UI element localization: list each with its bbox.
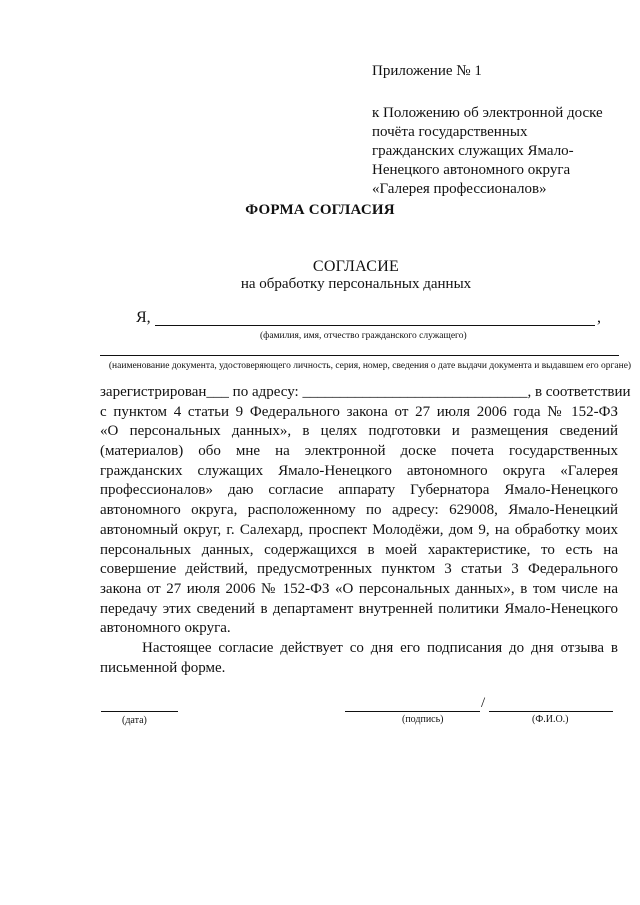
- fio-hint: (фамилия, имя, отчество гражданского служащего): [260, 331, 467, 341]
- fio-signature-caption: (Ф.И.О.): [532, 714, 569, 725]
- body-line: передачу этих сведений в департамент внутренней политики Ямало-Ненецкого: [100, 600, 618, 617]
- ya-label: Я,: [136, 309, 151, 326]
- closing-line: письменной форме.: [100, 659, 226, 676]
- body-line: с пунктом 4 статьи 9 Федерального закона от 27 июля 2006 года № 152-ФЗ: [100, 403, 618, 420]
- body-line: совершение действий, предусмотренных пунктом 3 статьи 3 Федерального: [100, 561, 618, 578]
- appendix-title: Приложение № 1: [372, 63, 482, 79]
- body-line: гражданских служащих Ямало-Ненецкого автономного округа «Галерея: [100, 462, 618, 479]
- fio-signature-fill-line: [489, 711, 613, 712]
- document-fill-line: [100, 355, 619, 356]
- appendix-reference: [372, 104, 612, 199]
- body-line: закона от 27 июля 2006 № 152-ФЗ «О персональных данных», в том числе на: [100, 580, 618, 597]
- signature-slash: /: [481, 695, 486, 711]
- body-line: автономного округа.: [100, 620, 231, 637]
- fio-comma: ,: [597, 309, 601, 326]
- appendix-ref-line: почёта государственных: [372, 124, 528, 140]
- date-fill-line: [101, 711, 178, 712]
- signature-caption: (подпись): [402, 714, 444, 725]
- consent-subtitle: на обработку персональных данных: [240, 276, 472, 292]
- consent-title: СОГЛАСИЕ: [312, 258, 400, 275]
- document-hint: (наименование документа, удостоверяющего личность, серия, номер, сведения о дате выдачи документа и выдавшем его органе): [108, 361, 632, 371]
- fio-fill-line: [155, 325, 595, 326]
- signature-fill-line: [345, 711, 480, 712]
- form-title: ФОРМА СОГЛАСИЯ: [245, 202, 395, 218]
- body-line: автономного округа, расположенному по адресу: 629008, Ямало-Ненецкий: [100, 502, 618, 519]
- body-line: автономный округ, г. Салехард, проспект Молодёжи, дом 9, на обработку моих: [100, 521, 618, 538]
- appendix-ref-line: «Галерея профессионалов»: [372, 181, 547, 197]
- date-caption: (дата): [122, 715, 147, 726]
- appendix-ref-line: Ненецкого автономного округа: [372, 162, 571, 178]
- body-line: персональных данных, содержащихся в моей характеристике, то есть на: [100, 541, 618, 558]
- body-line: зарегистрирован___ по адресу: ______________________________, в соответствии: [100, 384, 631, 400]
- body-line: профессионалов» даю согласие аппарату Губернатора Ямало-Ненецкого: [100, 482, 618, 499]
- appendix-ref-line: к Положению об электронной доске: [372, 105, 603, 121]
- closing-line: Настоящее согласие действует со дня его подписания до дня отзыва в: [142, 639, 618, 656]
- appendix-ref-line: гражданских служащих Ямало-: [372, 143, 574, 159]
- consent-body: [100, 383, 631, 678]
- body-line: (материалов) обо мне на электронной доске почета государственных: [100, 443, 618, 460]
- body-line: «О персональных данных», в целях подготовки и размещения сведений: [100, 423, 618, 440]
